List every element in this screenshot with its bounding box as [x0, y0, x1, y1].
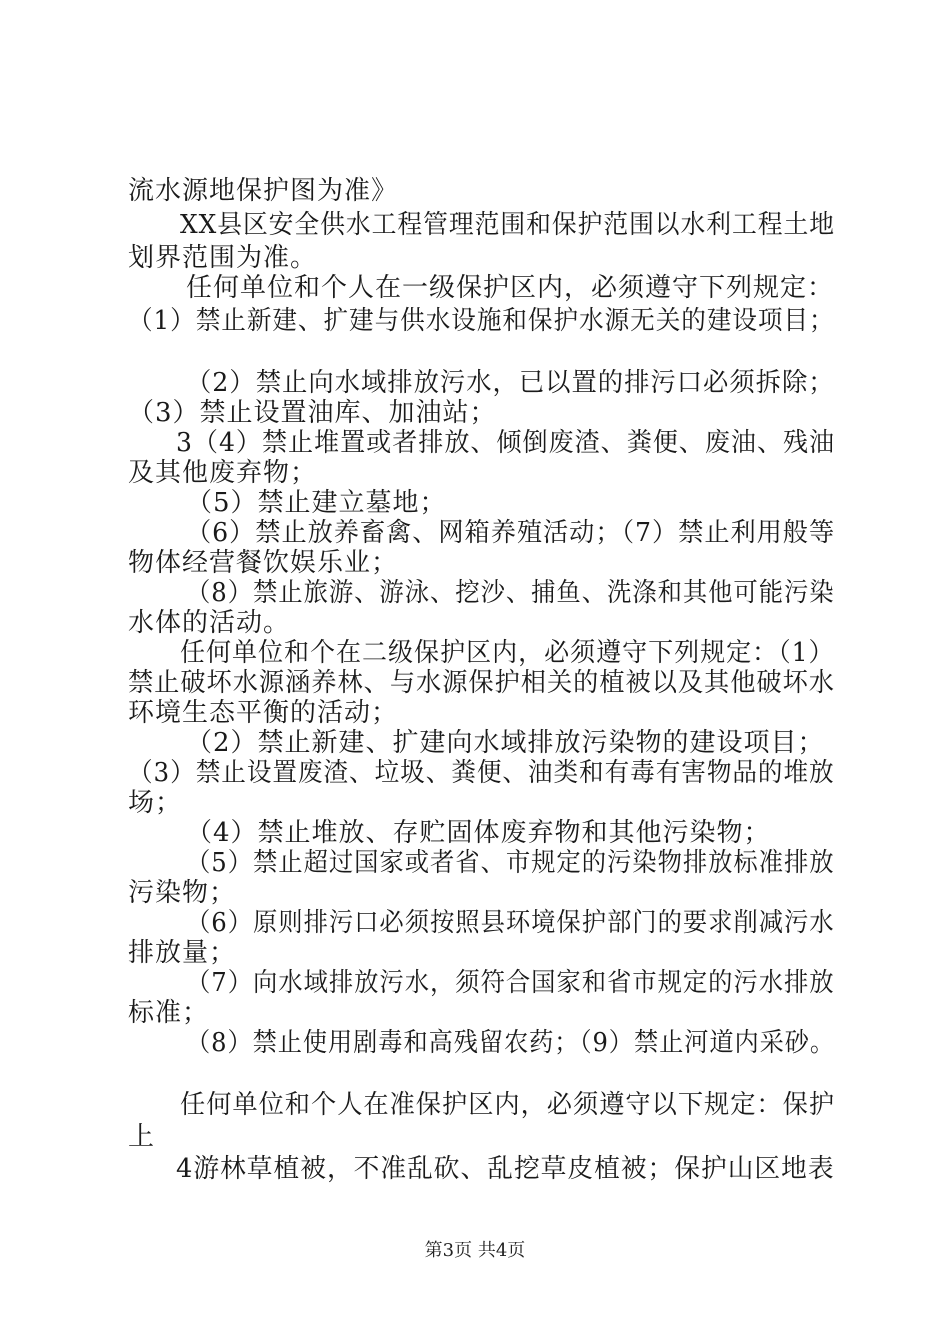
text-line: （2）禁止新建、扩建向水域排放污染物的建设项目；: [186, 728, 825, 758]
text-line: 环境生态平衡的活动；: [128, 698, 399, 728]
text-line: 场；: [128, 788, 183, 818]
text-line: 排放量；: [128, 938, 237, 968]
text-line: （1）禁止新建、扩建与供水设施和保护水源无关的建设项目；: [128, 306, 835, 336]
text-line: （6）原则排污口必须按照县环境保护部门的要求削减污水: [186, 908, 835, 938]
text-line: 3（4）禁止堆置或者排放、倾倒废渣、粪便、废油、残油: [176, 428, 836, 458]
text-line: （2）禁止向水域排放污水，已以置的排污口必须拆除；: [186, 368, 835, 398]
text-line: 任何单位和个人在一级保护区内，必须遵守下列规定：: [186, 273, 835, 303]
text-line: （3）禁止设置废渣、垃圾、粪便、油类和有毒有害物品的堆放: [128, 758, 835, 788]
text-line: （4）禁止堆放、存贮固体废弃物和其他污染物；: [186, 818, 771, 848]
text-line: 禁止破坏水源涵养林、与水源保护相关的植被以及其他破坏水: [128, 668, 835, 698]
text-line: 任何单位和个人在准保护区内，必须遵守以下规定：保护: [180, 1090, 836, 1120]
text-line: （8）禁止使用剧毒和高残留农药；（9）禁止河道内采砂。: [186, 1028, 836, 1058]
page-footer: 第3页 共4页: [424, 1240, 526, 1261]
text-line: 水体的活动。: [128, 608, 291, 638]
text-line: （6）禁止放养畜禽、网箱养殖活动；（7）禁止利用般等: [186, 518, 836, 548]
text-line: （7）向水域排放污水，须符合国家和省市规定的污水排放: [186, 968, 835, 998]
text-line: 物体经营餐饮娱乐业；: [128, 548, 399, 578]
text-line: 任何单位和个在二级保护区内，必须遵守下列规定：（1）: [180, 638, 835, 668]
text-line: XX县区安全供水工程管理范围和保护范围以水利工程土地: [180, 210, 836, 240]
text-line: 划界范围为准。: [128, 243, 318, 273]
text-line: （8）禁止旅游、游泳、挖沙、捕鱼、洗涤和其他可能污染: [186, 578, 835, 608]
text-line: （5）禁止超过国家或者省、市规定的污染物排放标准排放: [186, 848, 835, 878]
text-line: （3）禁止设置油库、加油站；: [128, 398, 497, 428]
text-line: 标准；: [128, 998, 210, 1028]
text-line: 4游林草植被，不准乱砍、乱挖草皮植被；保护山区地表: [176, 1154, 835, 1184]
text-line: （5）禁止建立墓地；: [186, 488, 447, 518]
text-line: 污染物；: [128, 878, 237, 908]
text-line: 流水源地保护图为准》: [128, 176, 399, 206]
text-line: 上: [128, 1122, 156, 1152]
text-line: 及其他废弃物；: [128, 458, 318, 488]
